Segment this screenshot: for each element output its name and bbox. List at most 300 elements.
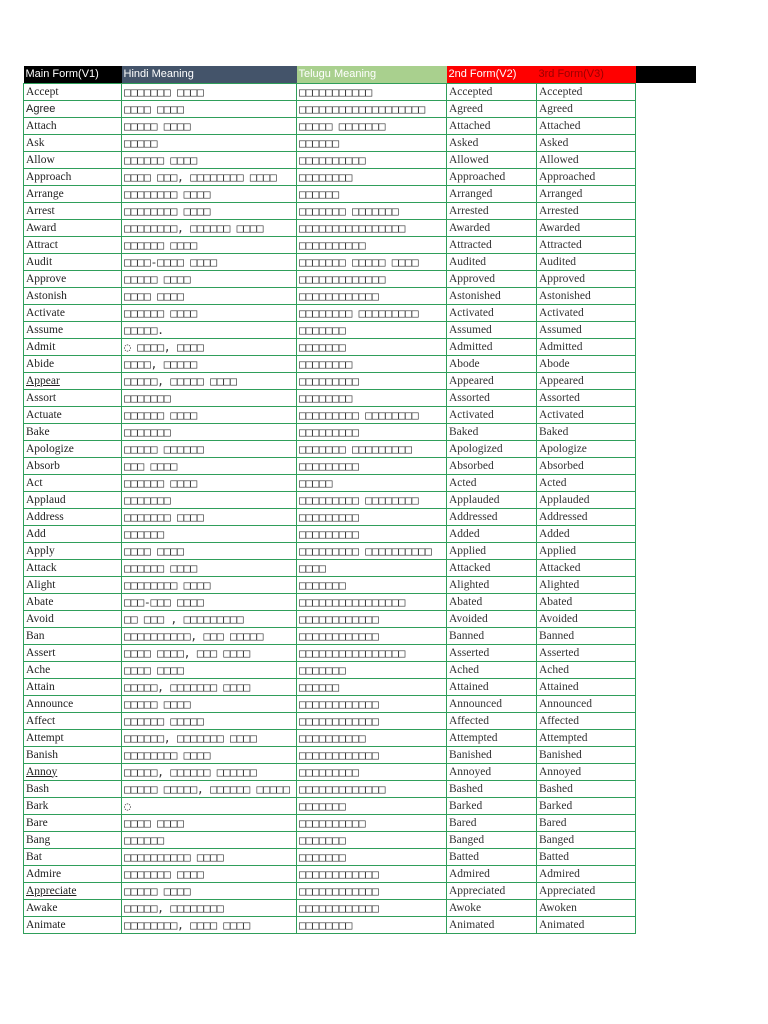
cell-blank[interactable]: [636, 695, 697, 712]
cell-main-form[interactable]: Assort: [24, 389, 122, 406]
cell-hindi-meaning[interactable]: □□□□□□□□, □□□□□□ □□□□: [122, 219, 297, 236]
cell-telugu-meaning[interactable]: □□□□□□□□□□□□□□□□: [297, 219, 447, 236]
cell-third-form[interactable]: Asserted: [537, 644, 636, 661]
header-second-form[interactable]: 2nd Form(V2): [447, 66, 537, 83]
cell-main-form[interactable]: Attack: [24, 559, 122, 576]
cell-main-form[interactable]: Address: [24, 508, 122, 525]
cell-third-form[interactable]: Absorbed: [537, 457, 636, 474]
cell-telugu-meaning[interactable]: □□□□□□□ □□□□□□□: [297, 202, 447, 219]
cell-main-form[interactable]: Animate: [24, 916, 122, 933]
cell-telugu-meaning[interactable]: □□□□□: [297, 474, 447, 491]
cell-main-form[interactable]: Assert: [24, 644, 122, 661]
cell-second-form[interactable]: Admitted: [447, 338, 537, 355]
cell-hindi-meaning[interactable]: □□□□□□□ □□□□: [122, 865, 297, 882]
cell-main-form[interactable]: Affect: [24, 712, 122, 729]
cell-third-form[interactable]: Bashed: [537, 780, 636, 797]
cell-hindi-meaning[interactable]: □□□□□□□ □□□□: [122, 508, 297, 525]
cell-telugu-meaning[interactable]: □□□□□□: [297, 678, 447, 695]
cell-main-form[interactable]: Appreciate: [24, 882, 122, 899]
cell-main-form[interactable]: Apply: [24, 542, 122, 559]
cell-hindi-meaning[interactable]: □□□□□□: [122, 831, 297, 848]
cell-third-form[interactable]: Astonished: [537, 287, 636, 304]
cell-second-form[interactable]: Attained: [447, 678, 537, 695]
cell-third-form[interactable]: Activated: [537, 406, 636, 423]
cell-third-form[interactable]: Alighted: [537, 576, 636, 593]
cell-second-form[interactable]: Allowed: [447, 151, 537, 168]
cell-main-form[interactable]: Approach: [24, 168, 122, 185]
cell-third-form[interactable]: Applied: [537, 542, 636, 559]
cell-third-form[interactable]: Agreed: [537, 100, 636, 117]
header-hindi-meaning[interactable]: Hindi Meaning: [122, 66, 297, 83]
cell-second-form[interactable]: Arranged: [447, 185, 537, 202]
cell-main-form[interactable]: Arrest: [24, 202, 122, 219]
cell-third-form[interactable]: Attached: [537, 117, 636, 134]
cell-hindi-meaning[interactable]: □□□□□□ □□□□: [122, 151, 297, 168]
cell-telugu-meaning[interactable]: □□□□□ □□□□□□□: [297, 117, 447, 134]
cell-telugu-meaning[interactable]: □□□□□□□: [297, 338, 447, 355]
cell-third-form[interactable]: Baked: [537, 423, 636, 440]
cell-hindi-meaning[interactable]: □□□□, □□□□□: [122, 355, 297, 372]
cell-main-form[interactable]: Awake: [24, 899, 122, 916]
cell-blank[interactable]: [636, 882, 697, 899]
cell-main-form[interactable]: Allow: [24, 151, 122, 168]
cell-blank[interactable]: [636, 610, 697, 627]
cell-second-form[interactable]: Audited: [447, 253, 537, 270]
cell-second-form[interactable]: Approved: [447, 270, 537, 287]
cell-telugu-meaning[interactable]: □□□□□□□: [297, 797, 447, 814]
cell-second-form[interactable]: Attached: [447, 117, 537, 134]
cell-hindi-meaning[interactable]: □□ □□□ , □□□□□□□□□: [122, 610, 297, 627]
cell-main-form[interactable]: Bake: [24, 423, 122, 440]
cell-main-form[interactable]: Attempt: [24, 729, 122, 746]
cell-telugu-meaning[interactable]: □□□□□□□□□□□□□□□□□□□: [297, 100, 447, 117]
cell-main-form[interactable]: Ask: [24, 134, 122, 151]
cell-second-form[interactable]: Announced: [447, 695, 537, 712]
cell-telugu-meaning[interactable]: □□□□□□□□□□: [297, 814, 447, 831]
cell-blank[interactable]: [636, 304, 697, 321]
cell-hindi-meaning[interactable]: □□□□□, □□□□□□ □□□□□□: [122, 763, 297, 780]
cell-blank[interactable]: [636, 423, 697, 440]
cell-second-form[interactable]: Added: [447, 525, 537, 542]
cell-telugu-meaning[interactable]: □□□□□□□: [297, 321, 447, 338]
cell-main-form[interactable]: Astonish: [24, 287, 122, 304]
cell-main-form[interactable]: Audit: [24, 253, 122, 270]
cell-hindi-meaning[interactable]: □□□□□ □□□□□□: [122, 440, 297, 457]
cell-main-form[interactable]: Accept: [24, 83, 122, 100]
cell-telugu-meaning[interactable]: □□□□□□□: [297, 661, 447, 678]
cell-blank[interactable]: [636, 525, 697, 542]
cell-third-form[interactable]: Banged: [537, 831, 636, 848]
cell-main-form[interactable]: Attach: [24, 117, 122, 134]
cell-blank[interactable]: [636, 916, 697, 933]
cell-second-form[interactable]: Admired: [447, 865, 537, 882]
cell-telugu-meaning[interactable]: □□□□□□□□: [297, 389, 447, 406]
cell-hindi-meaning[interactable]: ◌ □□□□, □□□□: [122, 338, 297, 355]
cell-telugu-meaning[interactable]: □□□□□□: [297, 185, 447, 202]
cell-hindi-meaning[interactable]: □□□□□□□□□□ □□□□: [122, 848, 297, 865]
cell-hindi-meaning[interactable]: □□□□□□ □□□□□: [122, 712, 297, 729]
cell-hindi-meaning[interactable]: □□□□□□ □□□□: [122, 559, 297, 576]
cell-third-form[interactable]: Abode: [537, 355, 636, 372]
cell-third-form[interactable]: Approached: [537, 168, 636, 185]
cell-main-form[interactable]: Bash: [24, 780, 122, 797]
cell-main-form[interactable]: Abate: [24, 593, 122, 610]
cell-blank[interactable]: [636, 508, 697, 525]
header-telugu-meaning[interactable]: Telugu Meaning: [297, 66, 447, 83]
cell-hindi-meaning[interactable]: □□□□□□□ □□□□: [122, 83, 297, 100]
cell-hindi-meaning[interactable]: □□□ □□□□: [122, 457, 297, 474]
cell-telugu-meaning[interactable]: □□□□□□□: [297, 848, 447, 865]
cell-blank[interactable]: [636, 117, 697, 134]
cell-second-form[interactable]: Alighted: [447, 576, 537, 593]
cell-second-form[interactable]: Affected: [447, 712, 537, 729]
cell-main-form[interactable]: Arrange: [24, 185, 122, 202]
cell-hindi-meaning[interactable]: □□□□□, □□□□□ □□□□: [122, 372, 297, 389]
cell-hindi-meaning[interactable]: □□□□□□□□ □□□□: [122, 185, 297, 202]
cell-third-form[interactable]: Approved: [537, 270, 636, 287]
cell-third-form[interactable]: Animated: [537, 916, 636, 933]
cell-main-form[interactable]: Absorb: [24, 457, 122, 474]
cell-third-form[interactable]: Awarded: [537, 219, 636, 236]
cell-main-form[interactable]: Apologize: [24, 440, 122, 457]
cell-telugu-meaning[interactable]: □□□□□□□□□ □□□□□□□□□□: [297, 542, 447, 559]
cell-second-form[interactable]: Banned: [447, 627, 537, 644]
cell-blank[interactable]: [636, 814, 697, 831]
cell-blank[interactable]: [636, 644, 697, 661]
cell-second-form[interactable]: Agreed: [447, 100, 537, 117]
cell-blank[interactable]: [636, 848, 697, 865]
cell-second-form[interactable]: Attempted: [447, 729, 537, 746]
cell-third-form[interactable]: Allowed: [537, 151, 636, 168]
cell-hindi-meaning[interactable]: □□□□□□□□ □□□□: [122, 746, 297, 763]
cell-blank[interactable]: [636, 355, 697, 372]
cell-second-form[interactable]: Baked: [447, 423, 537, 440]
cell-main-form[interactable]: Actuate: [24, 406, 122, 423]
cell-telugu-meaning[interactable]: □□□□□□□□□□□□: [297, 746, 447, 763]
cell-blank[interactable]: [636, 576, 697, 593]
cell-blank[interactable]: [636, 372, 697, 389]
cell-second-form[interactable]: Acted: [447, 474, 537, 491]
cell-telugu-meaning[interactable]: □□□□□□□□□: [297, 457, 447, 474]
cell-second-form[interactable]: Ached: [447, 661, 537, 678]
cell-second-form[interactable]: Abated: [447, 593, 537, 610]
cell-hindi-meaning[interactable]: □□□□ □□□□, □□□ □□□□: [122, 644, 297, 661]
cell-hindi-meaning[interactable]: □□□□ □□□□: [122, 287, 297, 304]
cell-hindi-meaning[interactable]: □□□□□□□□ □□□□: [122, 576, 297, 593]
cell-telugu-meaning[interactable]: □□□□□□□□ □□□□□□□□□: [297, 304, 447, 321]
cell-blank[interactable]: [636, 287, 697, 304]
cell-main-form[interactable]: Abide: [24, 355, 122, 372]
cell-third-form[interactable]: Bared: [537, 814, 636, 831]
cell-blank[interactable]: [636, 746, 697, 763]
cell-telugu-meaning[interactable]: □□□□: [297, 559, 447, 576]
cell-blank[interactable]: [636, 899, 697, 916]
cell-second-form[interactable]: Awoke: [447, 899, 537, 916]
cell-main-form[interactable]: Applaud: [24, 491, 122, 508]
cell-hindi-meaning[interactable]: □□□□□ □□□□: [122, 695, 297, 712]
cell-telugu-meaning[interactable]: □□□□□□□□□□□□: [297, 610, 447, 627]
cell-telugu-meaning[interactable]: □□□□□□□□□□□□: [297, 695, 447, 712]
cell-main-form[interactable]: Bang: [24, 831, 122, 848]
cell-main-form[interactable]: Add: [24, 525, 122, 542]
cell-hindi-meaning[interactable]: □□□□□ □□□□: [122, 117, 297, 134]
cell-hindi-meaning[interactable]: □□□□ □□□, □□□□□□□□ □□□□: [122, 168, 297, 185]
cell-second-form[interactable]: Accepted: [447, 83, 537, 100]
cell-telugu-meaning[interactable]: □□□□□□□□□: [297, 763, 447, 780]
cell-second-form[interactable]: Assumed: [447, 321, 537, 338]
cell-hindi-meaning[interactable]: □□□□□ □□□□: [122, 882, 297, 899]
cell-second-form[interactable]: Absorbed: [447, 457, 537, 474]
cell-hindi-meaning[interactable]: □□□-□□□ □□□□: [122, 593, 297, 610]
cell-blank[interactable]: [636, 865, 697, 882]
cell-hindi-meaning[interactable]: □□□□□: [122, 134, 297, 151]
cell-third-form[interactable]: Announced: [537, 695, 636, 712]
cell-telugu-meaning[interactable]: □□□□□□□□□□□□: [297, 899, 447, 916]
cell-second-form[interactable]: Awarded: [447, 219, 537, 236]
cell-hindi-meaning[interactable]: □□□□□, □□□□□□□□: [122, 899, 297, 916]
cell-third-form[interactable]: Banished: [537, 746, 636, 763]
cell-second-form[interactable]: Activated: [447, 406, 537, 423]
cell-second-form[interactable]: Attacked: [447, 559, 537, 576]
cell-third-form[interactable]: Batted: [537, 848, 636, 865]
cell-main-form[interactable]: Announce: [24, 695, 122, 712]
cell-telugu-meaning[interactable]: □□□□□□□□□□□□□: [297, 270, 447, 287]
cell-second-form[interactable]: Arrested: [447, 202, 537, 219]
cell-main-form[interactable]: Attain: [24, 678, 122, 695]
cell-telugu-meaning[interactable]: □□□□□□□□□□: [297, 236, 447, 253]
cell-telugu-meaning[interactable]: □□□□□□□: [297, 576, 447, 593]
cell-telugu-meaning[interactable]: □□□□□□□□□ □□□□□□□□: [297, 491, 447, 508]
cell-third-form[interactable]: Admitted: [537, 338, 636, 355]
cell-blank[interactable]: [636, 100, 697, 117]
cell-blank[interactable]: [636, 661, 697, 678]
cell-main-form[interactable]: Activate: [24, 304, 122, 321]
cell-telugu-meaning[interactable]: □□□□□□□□□□□□□: [297, 780, 447, 797]
cell-blank[interactable]: [636, 236, 697, 253]
cell-telugu-meaning[interactable]: □□□□□□□□: [297, 355, 447, 372]
cell-blank[interactable]: [636, 338, 697, 355]
cell-blank[interactable]: [636, 219, 697, 236]
cell-third-form[interactable]: Avoided: [537, 610, 636, 627]
cell-main-form[interactable]: Admit: [24, 338, 122, 355]
cell-blank[interactable]: [636, 780, 697, 797]
cell-second-form[interactable]: Applied: [447, 542, 537, 559]
cell-blank[interactable]: [636, 559, 697, 576]
cell-telugu-meaning[interactable]: □□□□□□□□□□□□: [297, 287, 447, 304]
cell-second-form[interactable]: Attracted: [447, 236, 537, 253]
cell-third-form[interactable]: Abated: [537, 593, 636, 610]
cell-telugu-meaning[interactable]: □□□□□□□□□□□□: [297, 712, 447, 729]
cell-hindi-meaning[interactable]: □□□□□□□: [122, 491, 297, 508]
cell-hindi-meaning[interactable]: □□□□ □□□□: [122, 661, 297, 678]
cell-hindi-meaning[interactable]: □□□□□□: [122, 525, 297, 542]
cell-blank[interactable]: [636, 270, 697, 287]
cell-hindi-meaning[interactable]: □□□□ □□□□: [122, 814, 297, 831]
cell-blank[interactable]: [636, 253, 697, 270]
cell-hindi-meaning[interactable]: □□□□□□□□□□, □□□ □□□□□: [122, 627, 297, 644]
cell-blank[interactable]: [636, 389, 697, 406]
cell-main-form[interactable]: Bat: [24, 848, 122, 865]
cell-main-form[interactable]: Bark: [24, 797, 122, 814]
cell-telugu-meaning[interactable]: □□□□□□□□□: [297, 372, 447, 389]
cell-telugu-meaning[interactable]: □□□□□□□ □□□□□□□□□: [297, 440, 447, 457]
cell-hindi-meaning[interactable]: □□□□□□ □□□□: [122, 406, 297, 423]
cell-third-form[interactable]: Barked: [537, 797, 636, 814]
cell-second-form[interactable]: Animated: [447, 916, 537, 933]
cell-second-form[interactable]: Applauded: [447, 491, 537, 508]
cell-blank[interactable]: [636, 457, 697, 474]
cell-telugu-meaning[interactable]: □□□□□□□□□ □□□□□□□□: [297, 406, 447, 423]
cell-blank[interactable]: [636, 151, 697, 168]
cell-hindi-meaning[interactable]: □□□□ □□□□: [122, 100, 297, 117]
cell-second-form[interactable]: Asked: [447, 134, 537, 151]
cell-third-form[interactable]: Assumed: [537, 321, 636, 338]
cell-third-form[interactable]: Affected: [537, 712, 636, 729]
cell-main-form[interactable]: Annoy: [24, 763, 122, 780]
cell-second-form[interactable]: Abode: [447, 355, 537, 372]
cell-third-form[interactable]: Activated: [537, 304, 636, 321]
cell-second-form[interactable]: Appreciated: [447, 882, 537, 899]
cell-third-form[interactable]: Addressed: [537, 508, 636, 525]
cell-third-form[interactable]: Awoken: [537, 899, 636, 916]
cell-blank[interactable]: [636, 406, 697, 423]
cell-telugu-meaning[interactable]: □□□□□□□□□: [297, 508, 447, 525]
cell-blank[interactable]: [636, 712, 697, 729]
cell-third-form[interactable]: Attracted: [537, 236, 636, 253]
cell-blank[interactable]: [636, 678, 697, 695]
cell-telugu-meaning[interactable]: □□□□□□□□□□□: [297, 83, 447, 100]
cell-hindi-meaning[interactable]: □□□□□□ □□□□: [122, 474, 297, 491]
cell-hindi-meaning[interactable]: □□□□□ □□□□□, □□□□□□ □□□□□: [122, 780, 297, 797]
cell-second-form[interactable]: Approached: [447, 168, 537, 185]
cell-hindi-meaning[interactable]: □□□□-□□□□ □□□□: [122, 253, 297, 270]
cell-main-form[interactable]: Avoid: [24, 610, 122, 627]
cell-main-form[interactable]: Agree: [24, 100, 122, 117]
cell-second-form[interactable]: Bared: [447, 814, 537, 831]
cell-third-form[interactable]: Applauded: [537, 491, 636, 508]
cell-blank[interactable]: [636, 83, 697, 100]
cell-second-form[interactable]: Addressed: [447, 508, 537, 525]
cell-hindi-meaning[interactable]: □□□□□□□: [122, 389, 297, 406]
cell-third-form[interactable]: Accepted: [537, 83, 636, 100]
cell-third-form[interactable]: Attained: [537, 678, 636, 695]
cell-hindi-meaning[interactable]: □□□□□□ □□□□: [122, 304, 297, 321]
cell-telugu-meaning[interactable]: □□□□□□□□□□: [297, 729, 447, 746]
header-blank-cell[interactable]: [636, 66, 697, 83]
cell-telugu-meaning[interactable]: □□□□□□□□: [297, 168, 447, 185]
cell-second-form[interactable]: Batted: [447, 848, 537, 865]
cell-blank[interactable]: [636, 797, 697, 814]
cell-telugu-meaning[interactable]: □□□□□□□□□□□□□□□□: [297, 593, 447, 610]
cell-third-form[interactable]: Arrested: [537, 202, 636, 219]
cell-third-form[interactable]: Added: [537, 525, 636, 542]
cell-second-form[interactable]: Barked: [447, 797, 537, 814]
cell-main-form[interactable]: Ban: [24, 627, 122, 644]
cell-second-form[interactable]: Astonished: [447, 287, 537, 304]
cell-hindi-meaning[interactable]: □□□□ □□□□: [122, 542, 297, 559]
cell-telugu-meaning[interactable]: □□□□□□□□□: [297, 525, 447, 542]
cell-telugu-meaning[interactable]: □□□□□□□□□□□□: [297, 627, 447, 644]
cell-third-form[interactable]: Banned: [537, 627, 636, 644]
cell-second-form[interactable]: Apologized: [447, 440, 537, 457]
cell-blank[interactable]: [636, 321, 697, 338]
header-third-form[interactable]: 3rd Form(V3): [537, 66, 636, 83]
cell-hindi-meaning[interactable]: □□□□□□, □□□□□□□ □□□□: [122, 729, 297, 746]
cell-telugu-meaning[interactable]: □□□□□□□□: [297, 916, 447, 933]
cell-third-form[interactable]: Attempted: [537, 729, 636, 746]
cell-second-form[interactable]: Assorted: [447, 389, 537, 406]
cell-telugu-meaning[interactable]: □□□□□□: [297, 134, 447, 151]
cell-blank[interactable]: [636, 168, 697, 185]
cell-third-form[interactable]: Arranged: [537, 185, 636, 202]
cell-blank[interactable]: [636, 134, 697, 151]
cell-telugu-meaning[interactable]: □□□□□□□□□□□□: [297, 882, 447, 899]
cell-telugu-meaning[interactable]: □□□□□□□□□□: [297, 151, 447, 168]
cell-blank[interactable]: [636, 474, 697, 491]
cell-hindi-meaning[interactable]: □□□□□□□□ □□□□: [122, 202, 297, 219]
cell-second-form[interactable]: Annoyed: [447, 763, 537, 780]
cell-third-form[interactable]: Ached: [537, 661, 636, 678]
cell-main-form[interactable]: Appear: [24, 372, 122, 389]
cell-blank[interactable]: [636, 185, 697, 202]
cell-main-form[interactable]: Banish: [24, 746, 122, 763]
cell-third-form[interactable]: Apologize: [537, 440, 636, 457]
cell-telugu-meaning[interactable]: □□□□□□□□□□□□□□□□: [297, 644, 447, 661]
cell-main-form[interactable]: Admire: [24, 865, 122, 882]
cell-blank[interactable]: [636, 763, 697, 780]
cell-second-form[interactable]: Appeared: [447, 372, 537, 389]
cell-third-form[interactable]: Attacked: [537, 559, 636, 576]
header-main-form[interactable]: Main Form(V1): [24, 66, 122, 83]
cell-hindi-meaning[interactable]: □□□□□, □□□□□□□ □□□□: [122, 678, 297, 695]
cell-main-form[interactable]: Attract: [24, 236, 122, 253]
cell-telugu-meaning[interactable]: □□□□□□□□□□□□: [297, 865, 447, 882]
cell-third-form[interactable]: Audited: [537, 253, 636, 270]
cell-second-form[interactable]: Bashed: [447, 780, 537, 797]
cell-blank[interactable]: [636, 202, 697, 219]
cell-second-form[interactable]: Activated: [447, 304, 537, 321]
cell-hindi-meaning[interactable]: □□□□□□ □□□□: [122, 236, 297, 253]
cell-third-form[interactable]: Admired: [537, 865, 636, 882]
cell-third-form[interactable]: Assorted: [537, 389, 636, 406]
cell-second-form[interactable]: Avoided: [447, 610, 537, 627]
cell-third-form[interactable]: Appeared: [537, 372, 636, 389]
cell-second-form[interactable]: Asserted: [447, 644, 537, 661]
cell-hindi-meaning[interactable]: □□□□□□□: [122, 423, 297, 440]
cell-main-form[interactable]: Act: [24, 474, 122, 491]
cell-main-form[interactable]: Assume: [24, 321, 122, 338]
cell-main-form[interactable]: Alight: [24, 576, 122, 593]
cell-second-form[interactable]: Banged: [447, 831, 537, 848]
cell-telugu-meaning[interactable]: □□□□□□□: [297, 831, 447, 848]
cell-hindi-meaning[interactable]: □□□□□□□□, □□□□ □□□□: [122, 916, 297, 933]
cell-main-form[interactable]: Bare: [24, 814, 122, 831]
cell-blank[interactable]: [636, 729, 697, 746]
cell-hindi-meaning[interactable]: □□□□□ □□□□: [122, 270, 297, 287]
cell-main-form[interactable]: Award: [24, 219, 122, 236]
cell-third-form[interactable]: Appreciated: [537, 882, 636, 899]
cell-blank[interactable]: [636, 831, 697, 848]
cell-third-form[interactable]: Annoyed: [537, 763, 636, 780]
cell-main-form[interactable]: Ache: [24, 661, 122, 678]
cell-third-form[interactable]: Asked: [537, 134, 636, 151]
cell-blank[interactable]: [636, 491, 697, 508]
cell-second-form[interactable]: Banished: [447, 746, 537, 763]
cell-blank[interactable]: [636, 627, 697, 644]
cell-hindi-meaning[interactable]: ◌: [122, 797, 297, 814]
cell-third-form[interactable]: Acted: [537, 474, 636, 491]
cell-main-form[interactable]: Approve: [24, 270, 122, 287]
